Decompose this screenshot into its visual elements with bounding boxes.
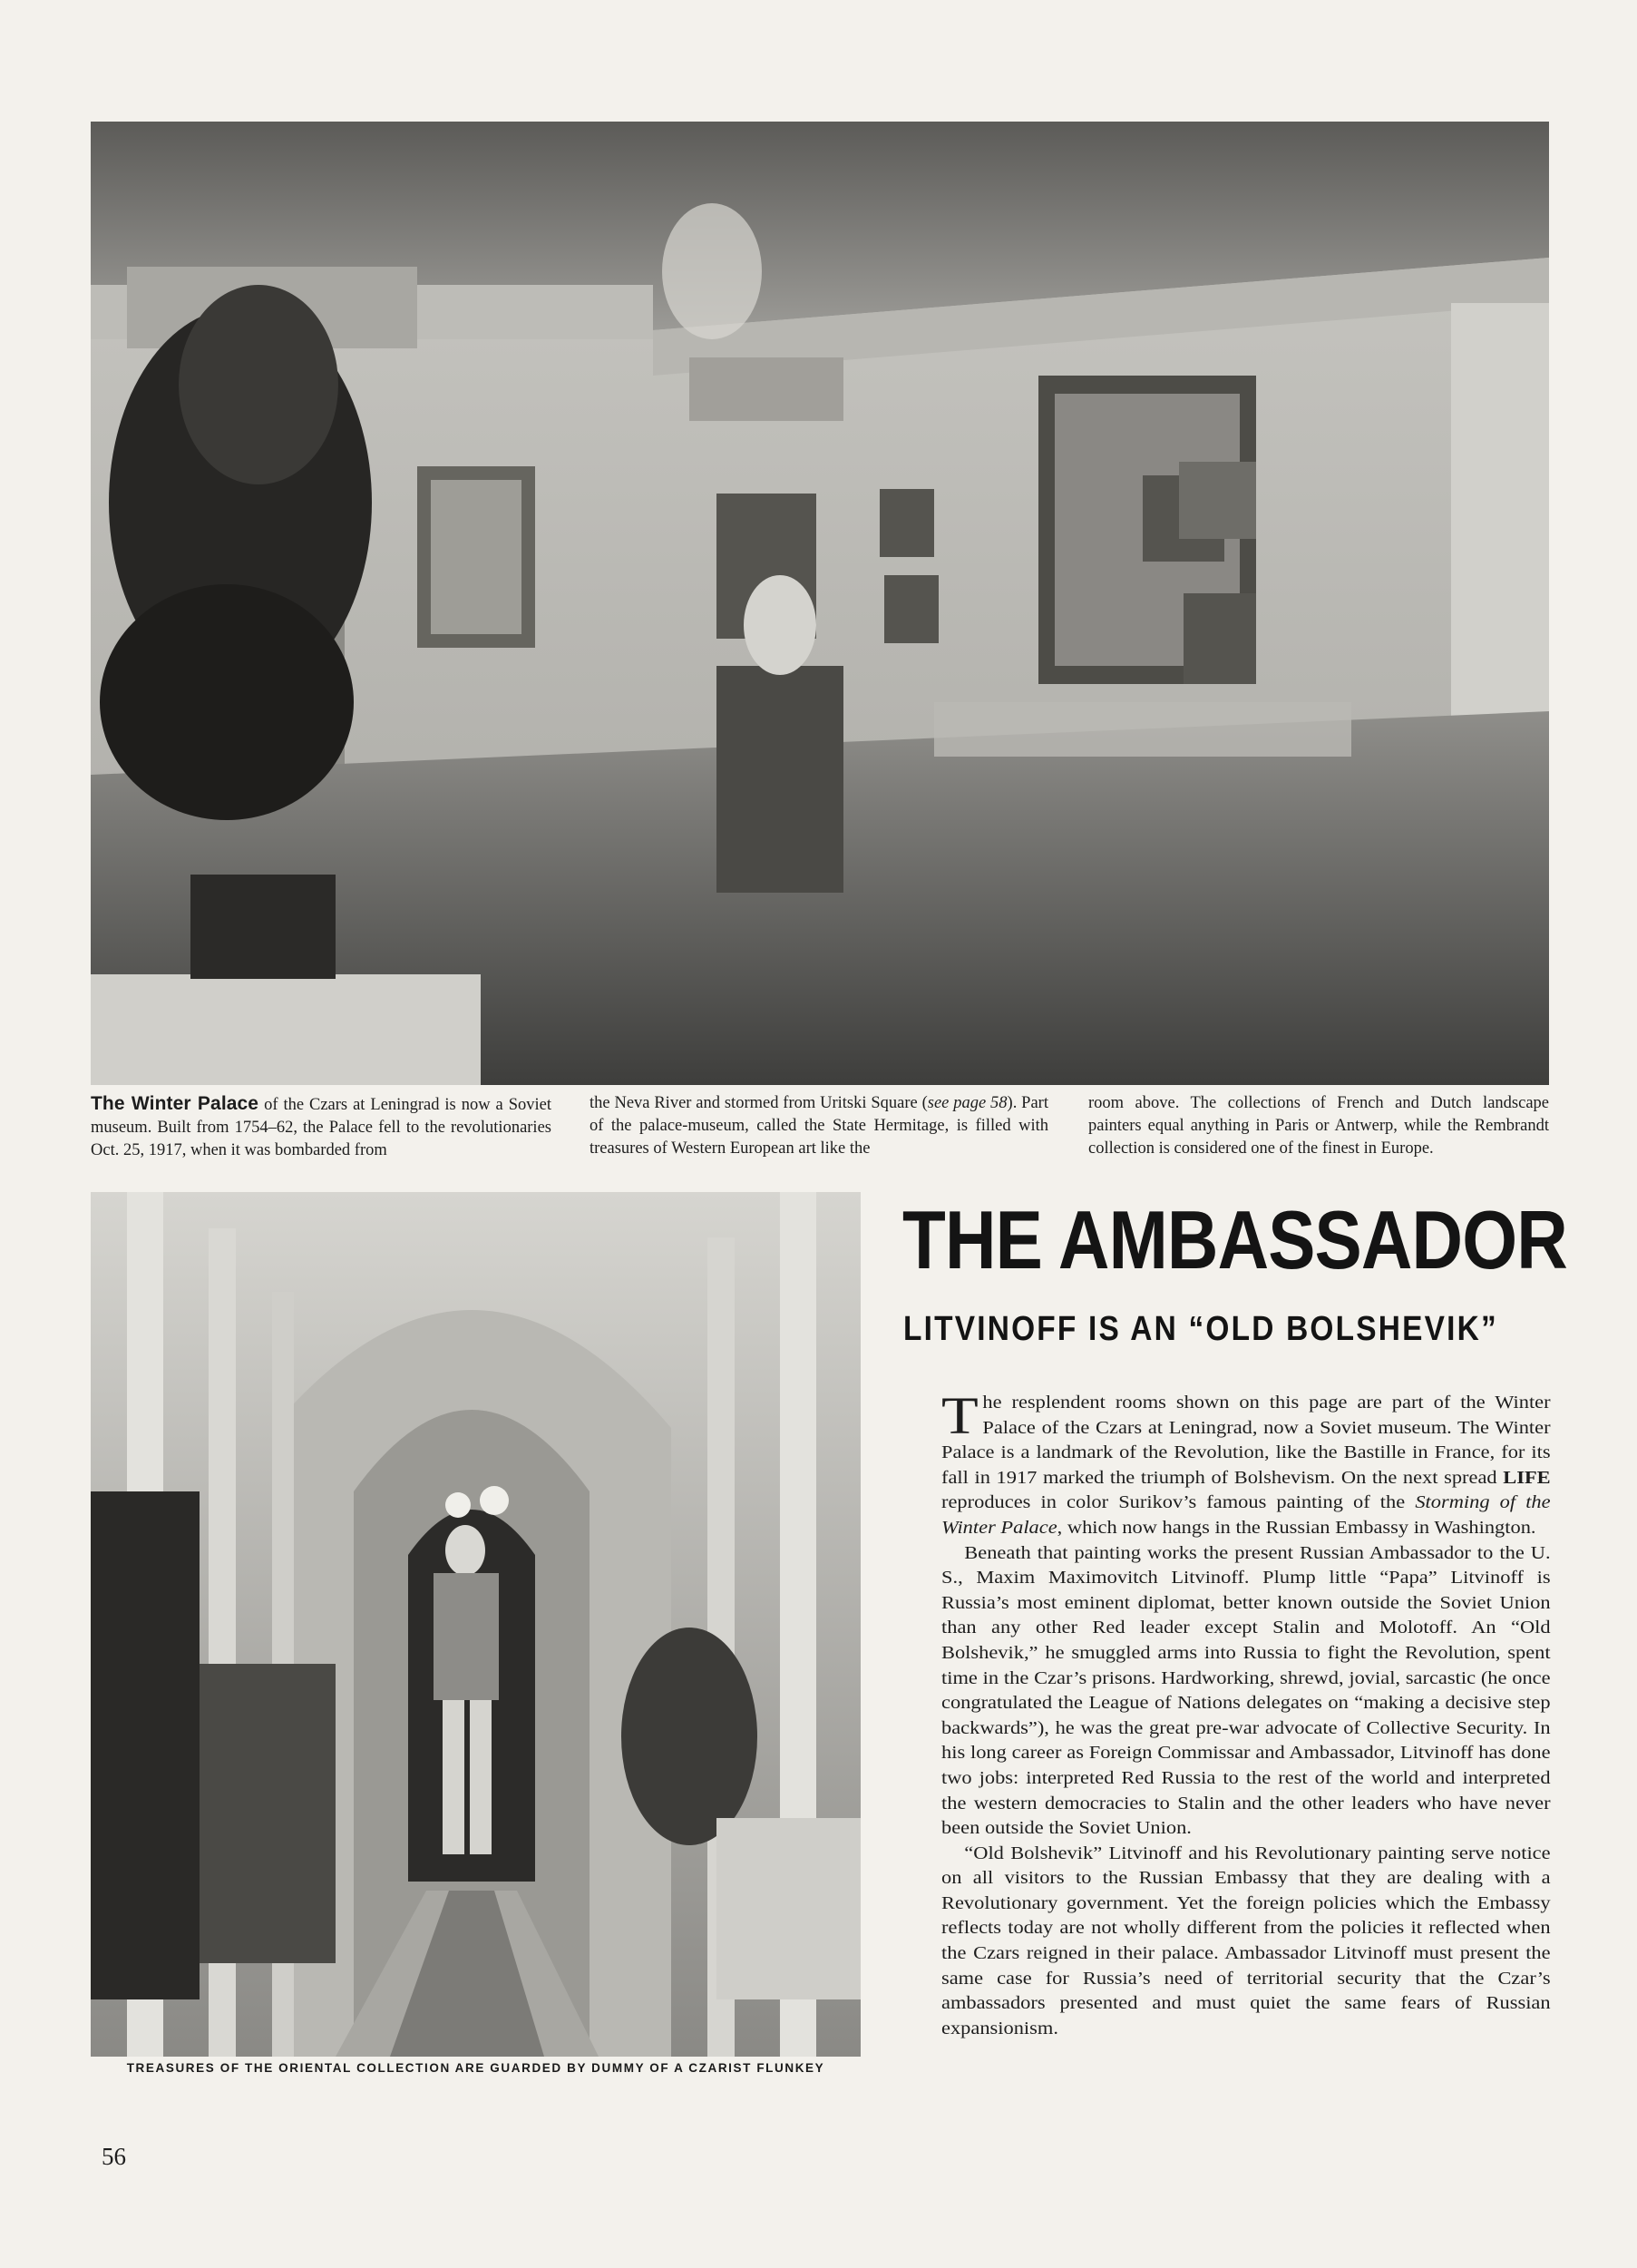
subheadline: LITVINOFF IS AN “OLD BOLSHEVIK” xyxy=(903,1310,1498,1348)
caption-text-col1: of the Czars at Leningrad is now a Soviet museum. Built from 1754–62, the Palace fell to the revolutionaries Oct. 25, 1917, when it was bombarded from xyxy=(91,1096,551,1159)
winter-palace-caption-col1 xyxy=(91,1092,551,1162)
painting-title: Storming of the Winter Palace xyxy=(941,1493,1551,1538)
winter-palace-illustration xyxy=(91,122,1549,1085)
oriental-collection-illustration xyxy=(91,1192,861,2057)
article-p1-text-c: , which now hangs in the Russian Embassy in Washington. xyxy=(1057,1518,1536,1538)
winter-palace-caption-col3 xyxy=(1088,1092,1549,1160)
oriental-collection-photo xyxy=(91,1192,861,2057)
caption-text-col2-a: the Neva River and stormed from Uritski Square ( xyxy=(590,1094,928,1112)
drop-cap: T xyxy=(941,1386,979,1445)
caption-lead: The Winter Palace xyxy=(91,1093,259,1114)
oriental-collection-caption: TREASURES OF THE ORIENTAL COLLECTION ARE GUARDED BY DUMMY OF A CZARIST FLUNKEY xyxy=(126,2061,825,2075)
article-paragraph-3: “Old Bolshevik” Litvinoff and his Revolutionary painting serve notice on all visitors to the Russian Embassy that they are dealing with a Revolutionary government. Yet the foreign policies which the Embassy reflects today are not wholly different from the policies it reflected when the Czars reigned in their palace. Ambassador Litvinoff must present the same case for Russia’s need of territorial security that the Czar’s ambassadors presented and must quiet the same fears of Russian expansionism. xyxy=(941,1843,1551,2038)
page-title: THE AMBASSADOR xyxy=(902,1195,1567,1286)
page-number: 56 xyxy=(102,2143,126,2170)
winter-palace-caption-col2 xyxy=(590,1092,1048,1160)
winter-palace-photo xyxy=(91,122,1549,1085)
article-p1-text-a: he resplendent rooms shown on this page are part of the Winter Palace of the Czars at Leningrad, now a Soviet museum. The Winter Palace is a landmark of the Revolution, like the Bastille in France, for its fall in 1917 marked the triumph of Bolshevism. On the next spread xyxy=(941,1393,1551,1488)
caption-page-reference: see page 58 xyxy=(927,1094,1008,1112)
article-p1-text-b: reproduces in color Surikov’s famous painting of the xyxy=(941,1493,1416,1513)
caption-text-col3: room above. The collections of French and Dutch landscape painters equal anything in Paris or Antwerp, while the Rembrandt collection is considered one of the finest in Europe. xyxy=(1088,1094,1549,1158)
article-paragraph-2: Beneath that painting works the present Russian Ambassador to the U. S., Maxim Maximovitch Litvinoff. Plump little “Papa” Litvinoff is Russia’s most eminent diplomat, better known outside the Soviet Union than any other Red leader except Stalin and Molotoff. An “Old Bolshevik,” he smuggled arms into Russia to fight the Revolution, spent time in the Czar’s prisons. Hardworking, shrewd, jovial, sarcastic (he once congratulated the League of Nations delegates on “making a decisive step backwards”), he was the great pre-war advocate of Collective Security. In his long career as Foreign Commissar and Ambassador, Litvinoff has done two jobs: interpreted Red Russia to the rest of the world and interpreted the western democracies to Stalin and the other leaders who have never been outside the Soviet Union. xyxy=(941,1543,1551,1839)
article-paragraph-1 xyxy=(941,1386,1551,1541)
caption-text-col2-b: ). Part of the palace-museum, called the State Hermitage, is filled with treasures of Western European art like the xyxy=(590,1094,1048,1158)
life-magazine-name: LIFE xyxy=(1503,1468,1551,1488)
article-body xyxy=(941,1386,1551,2041)
